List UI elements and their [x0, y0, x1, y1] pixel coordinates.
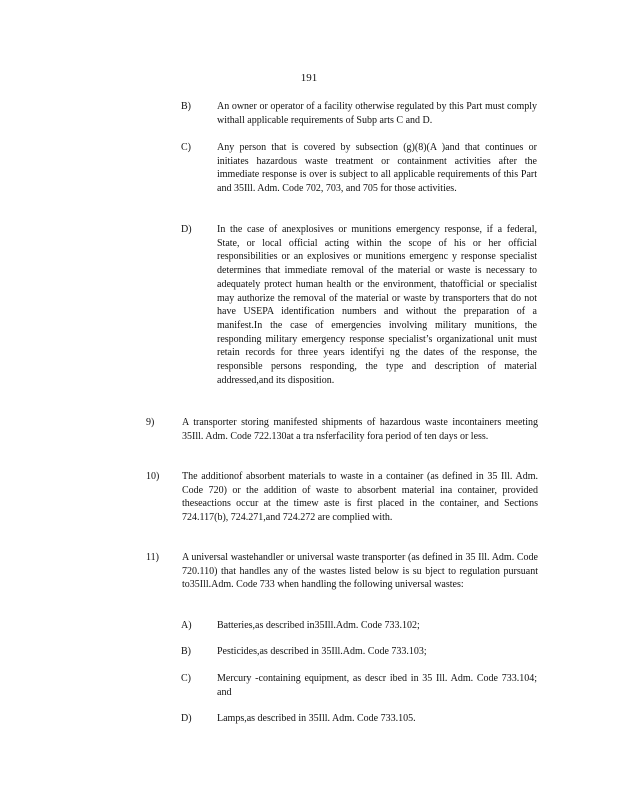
page-number: 191 [300, 72, 318, 84]
item-text: A transporter storing manifested shipments of hazardous waste incontainers meeting 35Ill. Adm. Code 722.130at a tra nsferfacility fora period of ten days or less. [182, 417, 538, 442]
item-label: 9) [146, 417, 155, 428]
subsection-text: An owner or operator of a facility otherwise regulated by this Part must comply withall applicable requirements of Subp arts C and D. [217, 101, 537, 126]
item-label: 11) [146, 552, 159, 563]
subsection-label: D) [181, 713, 192, 724]
subsection-label: C) [181, 142, 191, 153]
subsection-label: A) [181, 620, 192, 631]
item-label: 10) [146, 471, 160, 482]
subsection-text: Mercury -containing equipment, as descr ibed in 35 Ill. Adm. Code 733.104; and [217, 673, 537, 698]
subsection-label: D) [181, 224, 192, 235]
subsection-label: B) [181, 101, 191, 112]
subsection-text: In the case of anexplosives or munitions emergency response, if a federal, State, or local official acting within the scope of his or her official responsibilities or an explosives or munitions emergenc y response specialist determines that immediate removal of the material or waste is necessary to adequately protect human health or the environment, thatofficial or specialist may authorize the removal of the material or waste by transporters that do not have USEPA identification numbers and without the preparation of a manifest.In the case of emergencies involving military munitions, the responding military emergency response specialist’s organizational unit must retain records for three years identifyi ng the dates of the response, the responsible persons responding, the type and description of material addressed,and its disposition. [217, 224, 537, 386]
subsection-text: Lamps,as described in 35Ill. Adm. Code 733.105. [217, 713, 416, 724]
subsection-label: C) [181, 673, 191, 684]
subsection-text: Pesticides,as described in 35Ill.Adm. Code 733.103; [217, 646, 427, 657]
item-text: A universal wastehandler or universal waste transporter (as defined in 35 Ill. Adm. Code 720.110) that handles any of the wastes listed below is su bject to regulation pursuant to35Ill.Adm. Code 733 when handling the following universal wastes: [182, 552, 538, 591]
subsection-text: Any person that is covered by subsection (g)(8)(A )and that continues or initiates hazardous waste treatment or containment activities after the immediate response is over is subject to all applicable requirements of this Part and 35Ill. Adm. Code 702, 703, and 705 for those activities. [217, 142, 537, 195]
subsection-text: Batteries,as described in35Ill.Adm. Code 733.102; [217, 620, 420, 631]
subsection-label: B) [181, 646, 191, 657]
item-text: The additionof absorbent materials to waste in a container (as defined in 35 Ill. Adm. Code 720) or the addition of waste to absorbent material ina container, provided theseactions occur at the timew aste is first placed in the container, and Sections 724.117(b), 724.271,and 724.272 are complied with. [182, 471, 538, 524]
